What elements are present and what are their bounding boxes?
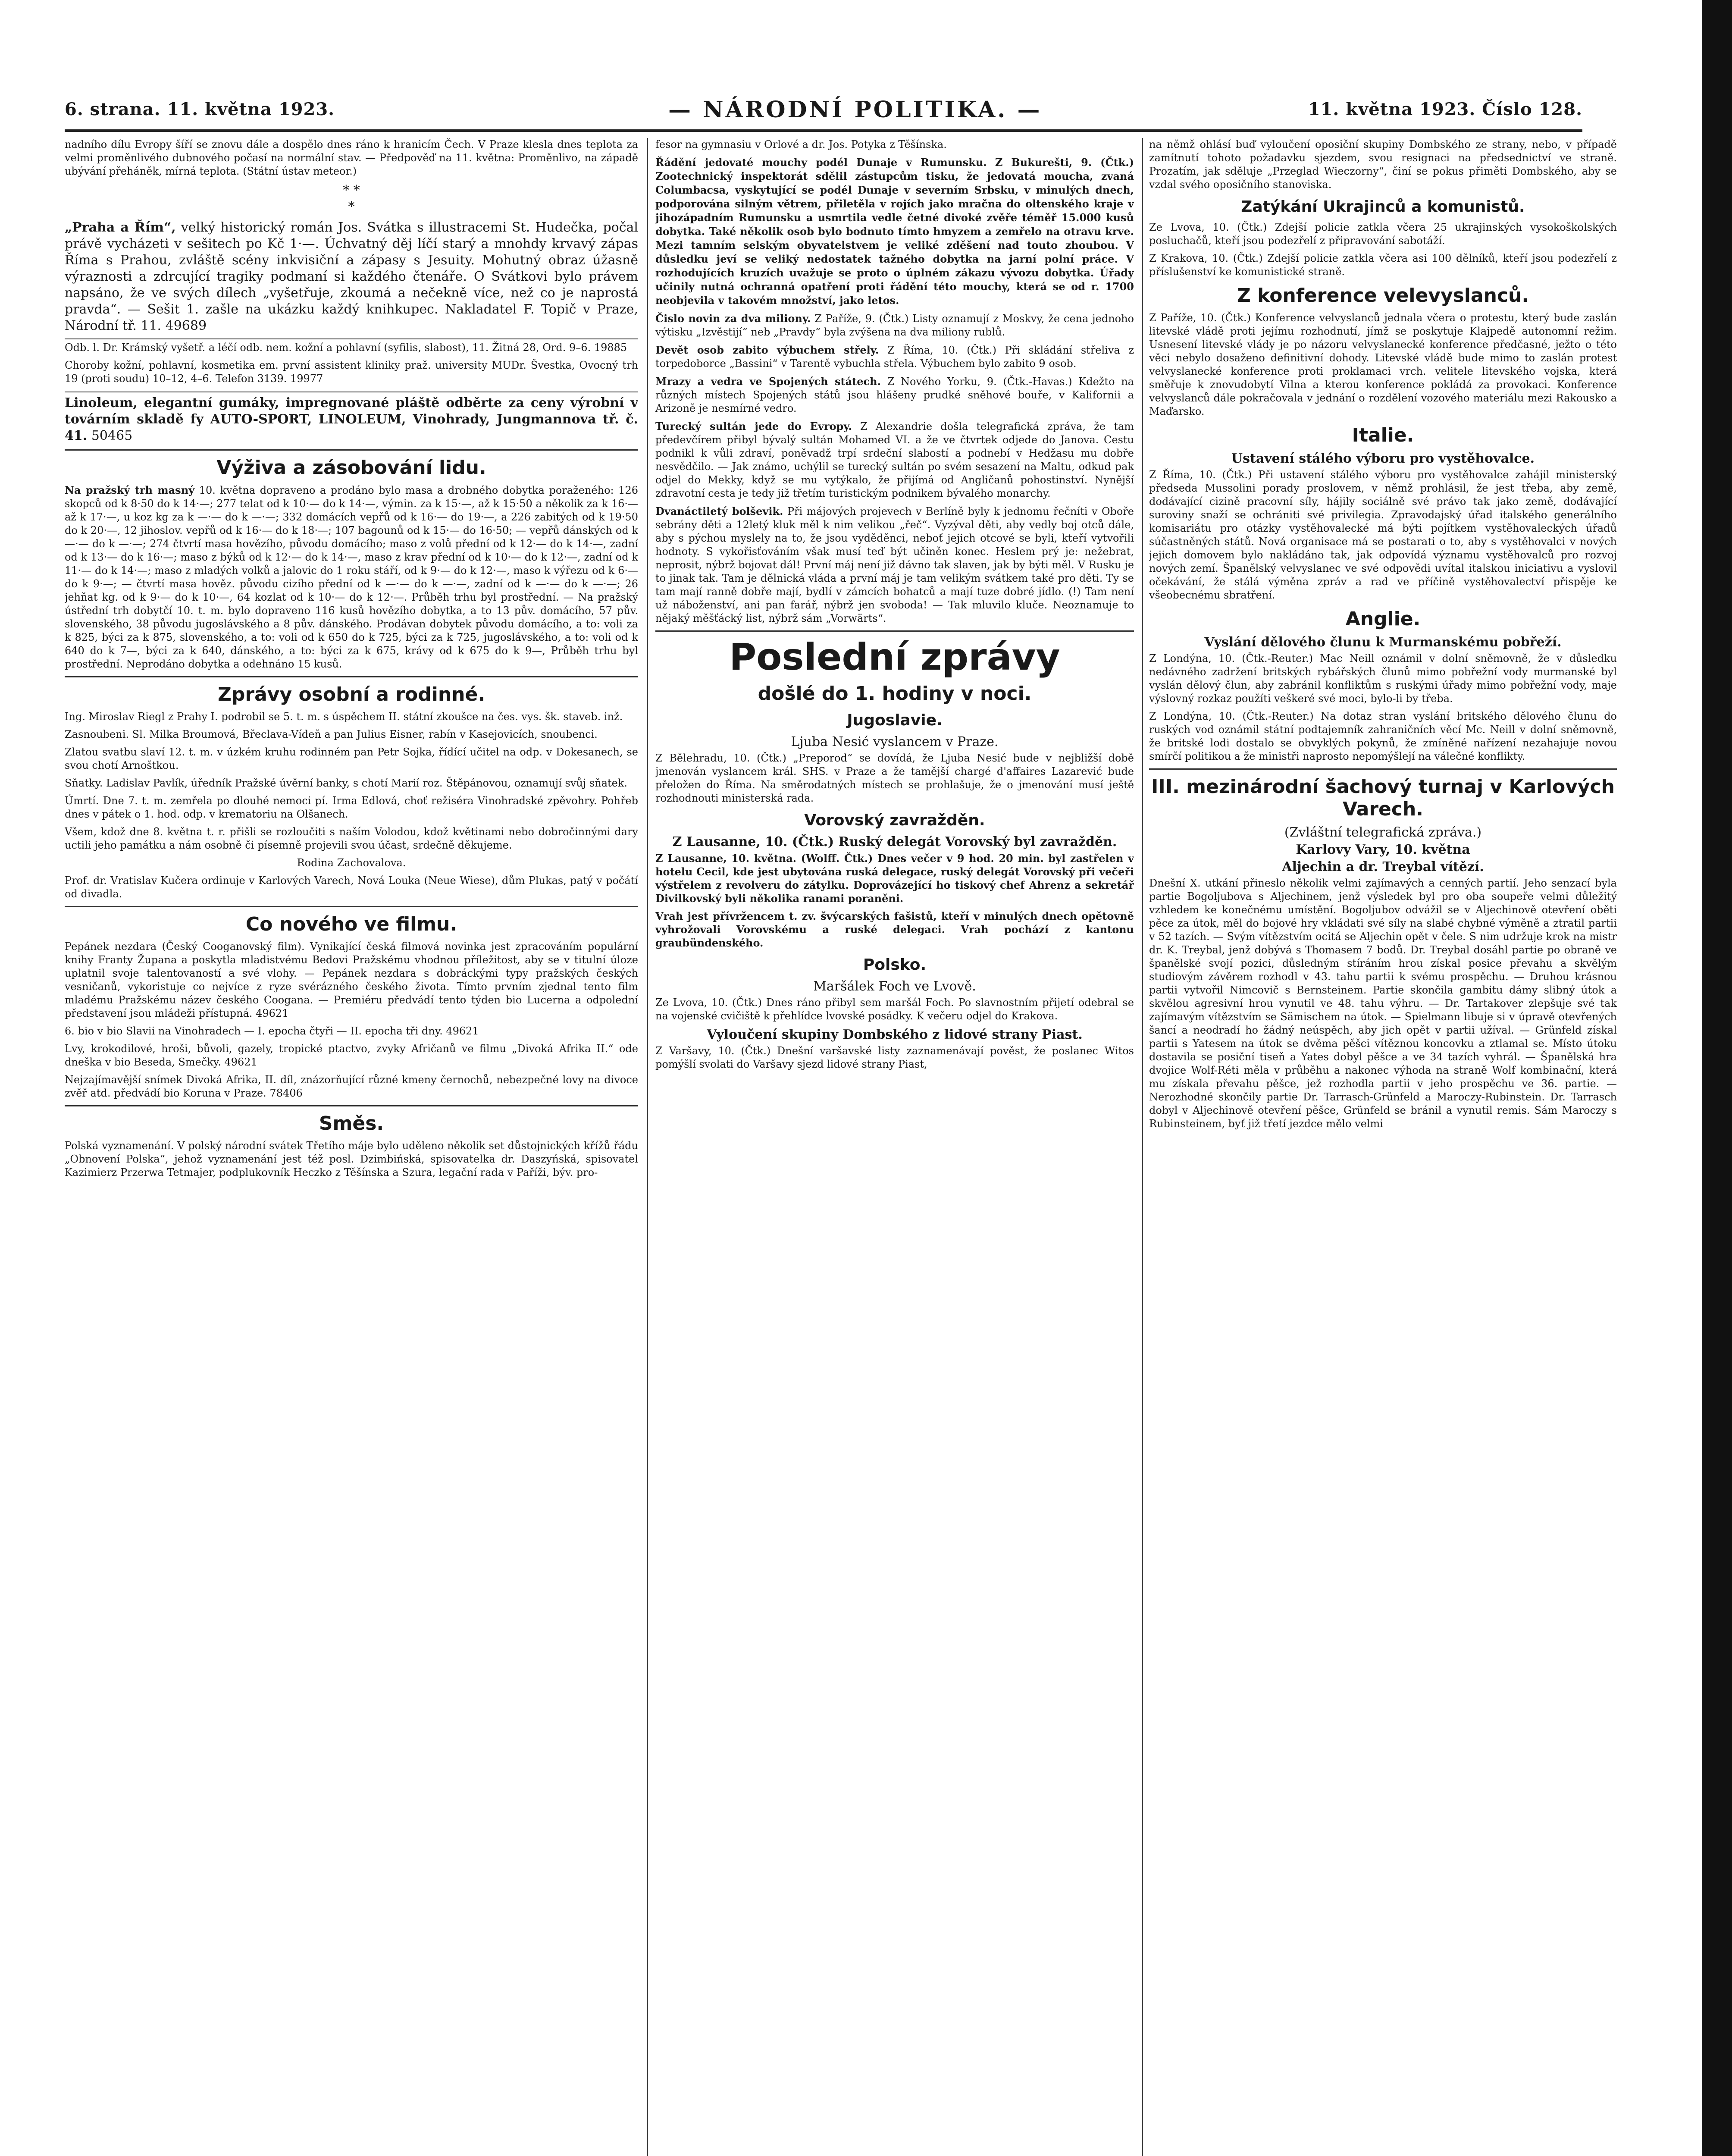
misc-text: Polská vyznamenání. V polský národní svátek Třetího máje bylo uděleno několik set důstojnických křížů řádu „Obnovení Polska“, jehož vyznamenání jest též posl. Dzimbińská, spisovatelka dr. Daszyńská, spisovatel Kazimierz Przerwa Tetmajer, podplukovník Heczko z Těšínska a Szura, legační rada v Paříži, býv. pro-: [65, 1140, 638, 1178]
novel-ad-title: „Praha a Řím“,: [65, 220, 176, 235]
masthead: [65, 91, 1582, 129]
food-text: 10. května dopraveno a prodáno bylo masa a drobného dobytka poraženého: 126 skopců od k 8·50 do k 14·—; 277 telat od k 10·— do k 14·—, výmin. za k 15·—, až k 15·50 a několik za k 16·— až k 17·—, u koz kg za k —·— do k —·—; 332 domácích vepřů od k 16·— do 19·—, a 226 zabitých od k 19·50 do k 20·—, 12 jihoslov. vepřů od k 16·— do k 18·—; 107 bagounů od k 15·— do 16·50; — vepřů dánských od k —·— do k —·—; 274 čtvrtí masa hovězího, původu domácího; maso z volů přední od k 12·— do k 14·—, zadní od k 13·— do k 16·—; maso z býků od k 12·— do k 14·—, maso z krav přední od k 10·— do k 12·—, zadní od k 11·— do k 14·—; maso z mladých volků a jalovic do 1 roku stáří, od k 9·— do k 12·—, maso k výřezu od k 6·— do k 9·—; — čtvrtí masa hověz. původu cizího přední od k —·— do k —·—, zadní od k —·— do k —·—; 26 jehňat kg. od k 9·— do k 10·—, 64 kozlat od k 10·— do k 12·—. Průběh trhu byl prostřední. — Na pražský ústřední trh dobytčí 10. t. m. bylo dopraveno 116 kusů hovězího dobytka, a to 13 pův. domácího, 57 pův. slovenského, 38 původu jugoslávského a 8 pův. dánského. Prodávan dobytek původu domácího, a to: voli za k 825, býci za k 875, slovenského, a to: voli od k 650 do k 725, býci za k 725, jugoslávského, a to: voli od k 640 do k 7—, býci za k 640, dánského, a to: býci za k 675, krávy od k 675 do k 9—, Průběh trhu byl prostřední. Neprodáno dobytka a odehnáno 15 kusů.: [65, 484, 638, 670]
vorovsky-text: Z Lausanne, 10. května. (Wolff. Čtk.) Dnes večer v 9 hod. 20 min. byl zastřelen v hotelu Cecil, kde jest ubytována ruská delegace, ruský delegát Vorovský při večeři výstřelem z revolveru do zátylku. Doprovázející ho tiskový chef Ahrenz a sekretář Divilkovský byli několika ranami poraněni.: [655, 852, 1134, 905]
kucera-ad: Prof. dr. Vratislav Kučera ordinuje v Karlových Varech, Nová Louka (Neue Wiese), dům Plukas, patý v počátí od divadla.: [65, 874, 638, 900]
film-heading: Co nového ve filmu.: [245, 913, 457, 935]
masthead-rule: [65, 129, 1582, 132]
ad-linoleum-code: 50465: [91, 428, 133, 443]
column-divider: [647, 138, 648, 2156]
vorovsky-heading: Vorovský zavražděn.: [804, 812, 985, 829]
conference-heading: Z konference velevyslanců.: [1237, 285, 1529, 307]
section-rule: [65, 676, 638, 677]
vorovsky-subheading: Z Lausanne, 10. (Čtk.) Ruský delegát Vorovský byl zavražděn.: [672, 834, 1117, 849]
yugoslavia-text: Z Bělehradu, 10. (Čtk.) „Preporod“ se dovídá, že Ljuba Nesić bude v nejbližší době jmenován vyslancem král. SHS. v Praze a že tamější chargé d'affaires Lazarević bude přeložen do Říma. Na směrodatných místech se prohlašuje, že o jmenování musí ještě rozhodnouti ministerská rada.: [655, 752, 1134, 804]
news-sultan-lead: Turecký sultán jede do Evropy.: [655, 420, 852, 432]
news-weather-usa-text: Z Nového Yorku, 9. (Čtk.-Havas.) Kdežto na různých místech Spojených států jsou hlášeny prudké sněhové bouře, v Kalifornii a Arizoně je nesmírné vedro.: [655, 376, 1134, 414]
film-item: 6. bio v bio Slavii na Vinohradech — I. epocha čtyři — II. epocha tři dny. 49621: [65, 1025, 479, 1037]
section-rule: [655, 630, 1134, 632]
chess-heading: III. mezinárodní šachový turnaj v Karlových Varech.: [1151, 776, 1615, 820]
cont-text: na němž ohlásí buď vyloučení oposiční skupiny Dombského ze strany, nebo, v případě zamítnutí tohoto požadavku sjezdem, svou resignaci na předsednictví ve straně. Prozatím, jak sděluje „Przeglad Wieczorny“, činí se pokus přiměti Dombského, aby se vzdal svého oposičního stanoviska.: [1149, 138, 1617, 191]
personal-signature: Rodina Zachovalova.: [297, 857, 406, 869]
food-report: [65, 483, 638, 671]
news-flies-lead: Řádění jedovaté mouchy podél Dunaje v Rumunsku.: [655, 156, 987, 169]
personal-heading: Zprávy osobní a rodinné.: [217, 683, 485, 705]
chess-dateline: Karlovy Vary, 10. května: [1296, 842, 1470, 857]
column-3: [1149, 138, 1617, 2156]
england-text: Z Londýna, 10. (Čtk.-Reuter.) Mac Neill oznámil v dolní sněmovně, že v důsledku nedávného zadržení britských rybářských člunů mimo pobřežní vody murmanské byl vyslán dělový člun, aby zabránil konfliktům s ruskými úřady mimo pobřežní vody, maje výslovný rozkaz použíti veškeré své moci, bylo-li by třeba.: [1149, 652, 1617, 705]
section-rule: [65, 1105, 638, 1106]
ad-kramsky: [65, 341, 638, 354]
masthead-issue: 11. května 1923. Číslo 128.: [1308, 99, 1582, 119]
separator-stars: * * *: [343, 183, 360, 214]
yugoslavia-subheading: Ljuba Nesić vyslancem v Praze.: [791, 734, 999, 749]
italy-heading: Italie.: [1352, 424, 1414, 446]
news-paper-price: [655, 312, 1134, 339]
classified-ads: [65, 338, 638, 392]
england-heading: Anglie.: [1345, 608, 1421, 630]
italy-subheading: Ustavení stálého výboru pro vystěhovalce.: [1231, 451, 1535, 466]
food-heading: Výživa a zásobování lidu.: [216, 457, 486, 479]
cont-text: fesor na gymnasiu v Orlové a dr. Jos. Potyka z Těšínska.: [655, 138, 947, 150]
news-bolshevik: [655, 505, 1134, 625]
ad-kramsky-code: 19885: [594, 342, 627, 354]
misc-heading: Směs.: [319, 1112, 384, 1134]
section-rule: [1149, 768, 1617, 770]
italy-text: Z Říma, 10. (Čtk.) Při ustavení stálého výboru pro vystěhovalce zahájil ministerský předseda Mussolini porady proslovem, v němž prohlásil, že jest třeba, aby země, dodávající cizině pracovní síly, hájily sociálně své právo tak jako země, dodávající suroviny snaží se ochrániti své privilegia. Zpravodajský úřad italského generálního komisariátu pro otázky vystěhovalecké má býti pojítkem vystěhovaleckých úřadů súčastněných států. Nová organisace má se postarati o to, aby s vystěhovalci v nových jejich domovem bylo nakládáno tak, jak odpovídá významu vystěhovalců pro rozvoj nových zemí. Španělský velvyslanec ve své odpovědi uvítal italskou iniciativu a vyslovil očekávání, že stálá výměna zpráv a rad ve příčině vystěhovalectví přispěje ke všeobecnému sbratření.: [1149, 469, 1617, 601]
news-weather-usa-lead: Mrazy a vedra ve Spojených státech.: [655, 375, 881, 388]
film-item: Lvy, krokodilové, hroši, bůvoli, gazely, tropické ptactvo, zvyky Afričanů ve filmu „Divoká Afrika II.“ ode dneška v bio Beseda, Smečky. 49621: [65, 1043, 638, 1068]
ad-linoleum-text: Linoleum, elegantní gumáky, impregnované pláště odběrte za ceny výrobní v továrním skladě fy AUTO-SPORT, LINOLEUM, Vinohrady, Jungmannova tř. č. 41.: [65, 395, 638, 443]
poland-text: Ze Lvova, 10. (Čtk.) Dnes ráno přibyl sem maršál Foch. Po slavnostním přijetí odebral se na vojenské cvičiště k přehlídce lvovské posádky. K večeru odjel do Krakova.: [655, 997, 1134, 1022]
news-paper-lead: Čislo novin za dva miliony.: [655, 312, 811, 325]
chess-subheading: (Zvláštní telegrafická zpráva.): [1284, 825, 1482, 840]
ad-svestka-code: 19977: [290, 373, 323, 385]
personal-item: Zlatou svatbu slaví 12. t. m. v úzkém kruhu rodinném pan Petr Sojka, řídící učitel na odp. v Dokesanech, se svou chotí Arnoštkou.: [65, 746, 638, 771]
personal-item: Sňatky. Ladislav Pavlík, úředník Pražské úvěrní banky, s chotí Marií roz. Štěpánovou, oznamují svůj sňatek.: [65, 777, 628, 789]
news-flies-text: Z Bukurešti, 9. (Čtk.) Zootechnický inspektorát sdělil zástupcům tisku, že jedovatá moucha, zvaná Columbacsa, vyskytující se podél Dunaje v severním Srbsku, v minulých dnech, podporována silným větrem, přiletěla v rojích jako mračna do oltenského kraje v jihozápadním Rumunsku a usmrtila vedle četné divoké zvěře téměř 15.000 kusů dobytka. Také několik osob bylo bodnuto tímto hmyzem a zemřelo na otravu krve. Mezi tamním selským obyvatelstvem je veliké zděšení nad touto zhoubou. V důsledku jeví se veliký nedostatek tažného dobytka na jarní polní práce. V rozhodujících kruzích uvažuje se proto o úplném zákazu vývozu dobytka. Úřady učinily nutná ochranná opatření proti řádění této mouchy, která se od r. 1700 neobjevila v takovém množství, jako letos.: [655, 156, 1134, 307]
ad-linoleum: [65, 395, 638, 444]
ad-svestka-text: Choroby kožní, pohlavní, kosmetika em. první assistent kliniky praž. university MUDr. Švestka, Ovocný trh 19 (proti soudu) 10–12, 4–6. Telefon 3139.: [65, 359, 638, 385]
england-text-2: Z Londýna, 10. (Čtk.-Reuter.) Na dotaz stran vyslání britského dělového člunu do ruských vod oznámil státní podtajemník zahraničních věcí Mc. Neill v dolní sněmovně, že britské lodi dostalo se obvyklých pokynů, že zmíněné nařízení nezahajuje novou smírčí politikou a že ministři naprosto nepomýšlejí na válečné konflikty.: [1149, 710, 1617, 762]
news-weather-usa: [655, 375, 1134, 415]
section-rule: [65, 906, 638, 907]
film-item: Pepánek nezdara (Český Cooganovský film). Vynikající česká filmová novinka jest zpracováním populární knihy Franty Župana a poskytla mladistvému Bedovi Pražskému vhodnou příležitost, aby se v titulní úloze uplatnil svoje talentovaností a své vlohy. — Pepánek nezdara s dobráckými typy pražských českých vesničanů, vykoristuje co nejvíce z ryze svérázného českého života. Tímto prvním zjednal tento film mladému Pražskému název českého Coogana. — Premiéru předvádí tento týden bio Lucerna a odpolední představení jsou mládeži přístupná. 49621: [65, 940, 638, 1019]
personal-item: Všem, kdož dne 8. května t. r. přišli se rozloučiti s naším Volodou, kdož květinami nebo dobročinnými dary uctili jeho památku a nám osobně či písemně projevili svou účast, srdečně děkujeme.: [65, 826, 638, 851]
chess-lead: Aljechin a dr. Treybal vítězí.: [1282, 859, 1484, 874]
arrests-text: Ze Lvova, 10. (Čtk.) Zdejší policie zatkla včera 25 ukrajinských vysokoškolských posluchačů, kteří jsou podezřelí z připravování sabotáží.: [1149, 221, 1617, 247]
weather-report: nadního dílu Evropy šíří se znovu dále a dospělo dnes ráno k hranicím Čech. V Praze klesla dnes teplota za velmi proměnlivého dubnového počasí na normální stav. — Předpověď na 11. května: Proměnlivo, na západě ubývání přeháněk, mírná teplota. (Státní ústav meteor.): [65, 138, 638, 177]
chess-text: Dnešní X. utkání přineslo několik velmi zajímavých a cenných partií. Jeho senzací byla partie Bogoljubova s Aljechinem, jenž výsledek byl pro oba soupeře velmi důležitý vzhledem ke konečnému umístění. Bogoljubov odvážil se v Aljechinově otevření oběti pěce za útok, měl do bojové hry vkládati své síly na slabé chybné výměně a ztratil partii v 52 tazích. — Svým vítězstvím ocitá se Aljechin opět v čele. S nim udržuje krok na mistr dr. K. Treybal, jenž dobývá s Thomasem 7 bodů. Dr. Treybal dosáhl partie po obraně ve španělské svojí pozici, důsledným stíráním hrou získal posice převahu a skvělým studiovým závěrem rozhodl v 43. tahu partii k svému prospěchu. — Druhou krásnou partii vytvořil Nimcovič s Bernsteinem. Partie skončila gambitu dámy slibný útok a skvělou agresivní hrou vynutil ve 48. tahu výhru. — Dr. Tartakover zlepšuje své tak zajímavým vítězstvím se Sämischem na útok. — Spielmann libuje si v úpravě otevřených šancí a neodradí ho žádný neúspěch, aby jich opět v partii užíval. — Grünfeld získal partii s Yatesem na útok se dvěma pěšci vítěznou koncovku a ztlamal se. Místo útoku dostavila se posiční tiseň a Yates dobyl pěšce a ve 34 tazích vyhrál. — Španělská hra dvojice Wolf-Réti měla v průběhu a nakonec výhoda na straně Wolf kombinační, která mu získala převahu pěšce, jež rozhodla partii v jeho prospěchu ve 36. partie. — Nerozhodné skončily partie Dr. Tarrasch-Grünfeld a Maroczy-Rubinstein. Dr. Tarrasch dobyl v Aljechinově otevření pěšce, Grünfeld se bránil a vynutil remis. Sám Maroczy s Rubinsteinem, byť již třetí jezdce mělo velmi: [1149, 877, 1617, 1130]
england-subheading: Vyslání dělového člunu k Murmanskému pobřeží.: [1204, 635, 1562, 650]
news-explosion-lead: Devět osob zabito výbuchem střely.: [655, 344, 879, 356]
news-flies: [655, 156, 1134, 307]
personal-item: Zasnoubeni. Sl. Milka Broumová, Břeclava-Vídeň a pan Julius Eisner, rabín v Kasejovicích, snoubenci.: [65, 728, 598, 740]
novel-ad-code: 49689: [165, 318, 207, 333]
column-2: [655, 138, 1134, 2156]
news-paper-text: Z Paříže, 9. (Čtk.) Listy oznamují z Moskvy, že cena jednoho výtisku „Izvěstijí“ neb „Pravdy“ byla zvýšena na dva miliony rublů.: [655, 313, 1134, 338]
arrests-heading: Zatýkání Ukrajinců a komunistů.: [1241, 198, 1525, 216]
masthead-page-date: 6. strana. 11. května 1923.: [65, 99, 335, 119]
novel-ad: [65, 219, 638, 334]
personal-item: Ing. Miroslav Riegl z Prahy I. podrobil se 5. t. m. s úspěchem II. státní zkoušce na čes. vys. šk. staveb. inž.: [65, 711, 623, 723]
last-news-subheading: došlé do 1. hodiny v noci.: [758, 683, 1032, 705]
conference-text: Z Paříže, 10. (Čtk.) Konference velvyslanců jednala včera o protestu, který bude zaslán litevské vládě proti jejímu rozhodnutí, jímž se poskytuje Klajpedě autonomní režim. Usnesení litevské vlády je po názoru velvyslanecké konference předčasné, ježto o této věci nebylo dosaženo definitivní dohody. Litevské vládě bude mimo to zaslán protest velvyslanecké konference proti proklamaci vrch. velitele litevského vojska, která směřuje k znovudobytí Vilna a kterou konference pokládá za provokaci. Konference velvyslanců dále pokračovala v jednání o rozdělení vozového materiálu mezi Rakousko a Maďarsko.: [1149, 312, 1617, 417]
dombski-heading: Vyloučení skupiny Dombského z lidové strany Piast.: [707, 1027, 1083, 1042]
poland-heading: Polsko.: [863, 956, 927, 974]
section-rule: [65, 449, 638, 451]
news-bolshevik-text: Při májových projevech v Berlíně byly k jednomu řečníti v Oboře sebrány děti a 12letý kluk měl k nim velikou „řeč“. Vyzýval děti, aby vedly boj otců dále, aby s pýchou myslely na to, že jsou vyděděnci, neboť jejich otcové se byli, kteří vytvořili hodnoty. S vykořisťováním však musí teď být učiněn konec. Heslem prý je: nežebrat, neprosit, nýbrž bojovat dál! První máj není již dávno tak slaven, jak by býti měl. V Rusku je to jinak tak. Tam je dělnická vláda a první máj je tam velikým svátkem také pro děti. Ty se tam mají ranně dobře mají, bydlí v zámcích bohatců a mají tuze dobré jídlo. (!) Tam není už náboženství, ani pan farář, nýbrž jen svoboda! — Tak mluvilo kluče. Neoznamuje to nějaký měšťácký list, nýbrž sám „Vorwärts“.: [655, 505, 1134, 624]
food-lead: Na pražský trh masný: [65, 484, 195, 496]
last-news-heading: Poslední zprávy: [729, 636, 1060, 679]
news-bolshevik-lead: Dvanáctiletý bolševik.: [655, 505, 783, 517]
novel-ad-text: velký historický román Jos. Svátka s illustracemi St. Hudečka, počal právě vycházeti v sešitech po Kč 1·—. Úchvatný děj líčí starý a mnohdy krvavý zápas Říma s Prahou, zvláště scény inkvisiční a zápasy s Jesuity. Mohutný obraz úžasně výraznosti a zdrcující tragiky podmaní si každého čtenáře. O Svátkovi bylo právem napsáno, že ve svých dílech „vyšetřuje, zkoumá a nečekně více, než co je naprostá pravda“. — Sešit 1. zašle na ukázku každý knihkupec. Nakladatel F. Topič v Praze, Národní tř. 11.: [65, 220, 638, 333]
news-explosion-text: Z Říma, 10. (Čtk.) Při skládání střeliva z torpedoborce „Bassini“ v Tarentě vybuchla střela. Výbuchem bylo zabito 9 osob.: [655, 344, 1134, 370]
poland-subheading: Maršálek Foch ve Lvově.: [813, 979, 976, 994]
masthead-title: — NÁRODNÍ POLITIKA. —: [668, 97, 1042, 123]
vorovsky-text-2: Vrah jest přívržencem t. zv. švýcarských fašistů, kteří v minulých dnech opětovně vyhrožovali Vorovskému a ruské delegaci. Vrah pochází z kantonu graubündenského.: [655, 910, 1134, 949]
scan-border: [1702, 0, 1732, 2156]
ad-kramsky-text: Odb. l. Dr. Krámský vyšetř. a léčí odb. nem. kožní a pohlavní (syfilis, slabost), 11. Žitná 28, Ord. 9–6.: [65, 342, 591, 354]
ad-svestka: [65, 359, 638, 385]
arrests-text-2: Z Krakova, 10. (Čtk.) Zdejší policie zatkla včera asi 100 dělníků, kteří jsou podezřelí z příslušenství ke komunistické straně.: [1149, 252, 1617, 278]
news-explosion: [655, 343, 1134, 370]
film-item: Nejzajímavější snímek Divoká Afrika, II. díl, znázorňující různé kmeny černochů, nebezpečné lovy na divoce zvěř atd. předvádí bio Koruna v Praze. 78406: [65, 1074, 638, 1099]
personal-item: Úmrtí. Dne 7. t. m. zemřela po dlouhé nemoci pí. Irma Edlová, choť režiséra Vinohradské zpěvohry. Pohřeb dnes v pátek o 1. hod. odp. v krematoriu na Olšanech.: [65, 795, 638, 820]
dombski-text: Z Varšavy, 10. (Čtk.) Dnešní varšavské listy zaznamenávají pověst, že poslanec Witos pomýšlí svolati do Varšavy sjezd lidové strany Piast,: [655, 1045, 1134, 1070]
news-sultan-text: Z Alexandrie došla telegrafická zpráva, že tam předevčírem přibyl bývalý sultán Mohamed VI. a že ve čtvrtek odjede do Janova. Cestu podnikl k vůli zdraví, poněvadž trpí srdeční slabostí a podnebí v Hedžasu mu dobře nesvědčilo. — Jak známo, uchýlil se turecký sultán po svém sesazení na Maltu, odkud pak odjel do Mekky, když se mu vytýkalo, že přijímá od Angličanů pohostinství. Nynější zdravotní cesta je tedy již třetím turistickým podnikem bývalého monarchy.: [655, 420, 1134, 499]
news-sultan: [655, 420, 1134, 500]
column-1: [65, 138, 638, 2156]
yugoslavia-heading: Jugoslavie.: [847, 711, 943, 729]
column-divider: [1142, 138, 1143, 2156]
